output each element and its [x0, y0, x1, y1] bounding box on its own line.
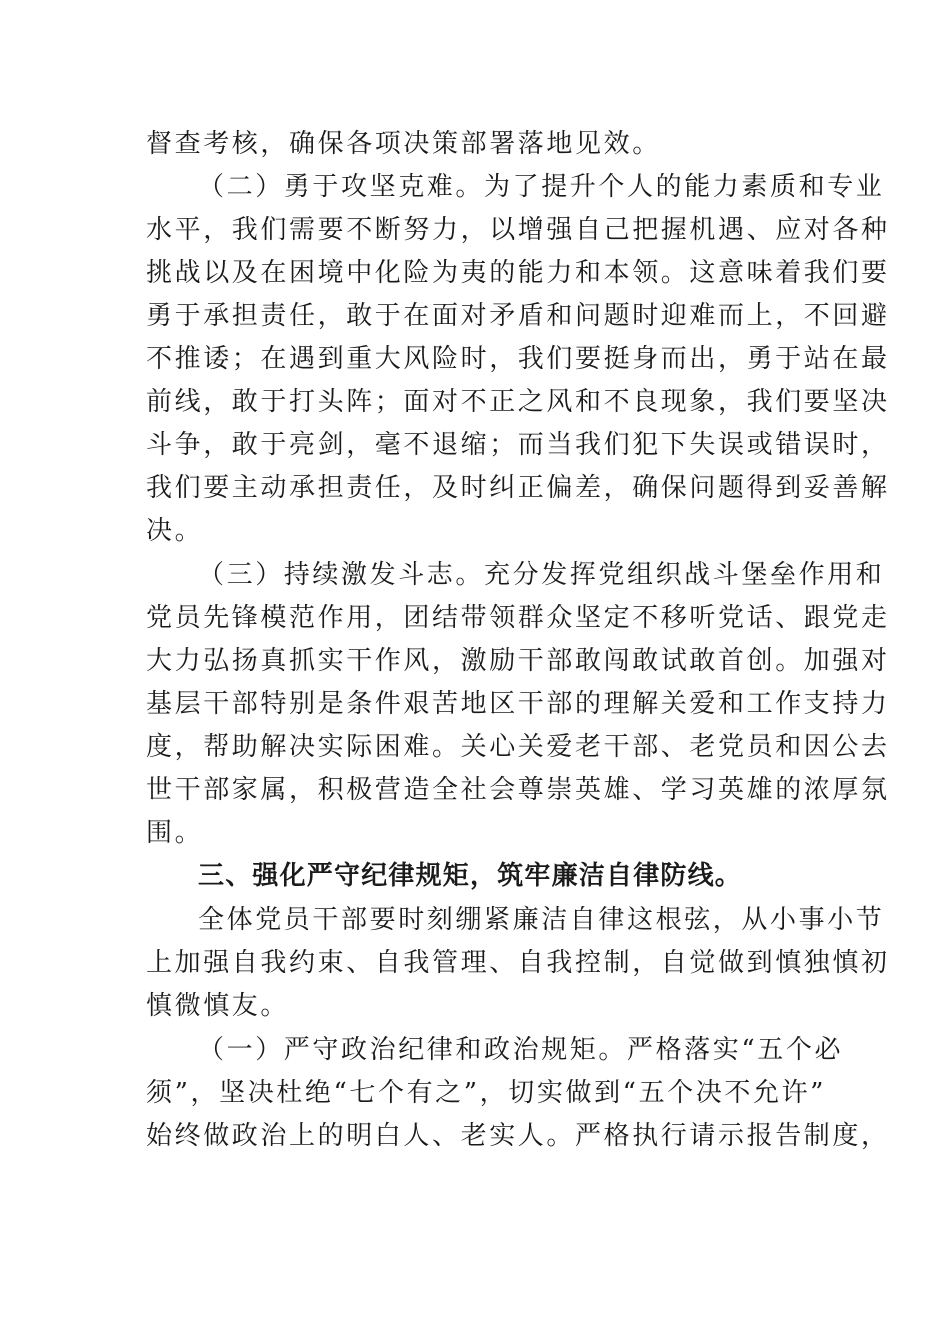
text-line: 水平，我们需要不断努力，以增强自己把握机遇、应对各种: [146, 215, 890, 245]
text-line: 勇于承担责任，敢于在面对矛盾和问题时迎难而上，不回避: [146, 301, 890, 331]
text-line: 基层干部特别是条件艰苦地区干部的理解关爱和工作支持力: [146, 689, 890, 719]
text-line: 不推诿；在遇到重大风险时，我们要挺身而出，勇于站在最: [146, 344, 890, 374]
text-line: 全体党员干部要时刻绷紧廉洁自律这根弦，从小事小节: [198, 905, 885, 935]
text-line: 慎微慎友。: [146, 991, 290, 1021]
paragraph-3-heading-line: （三）持续激发斗志。充分发挥党组织战斗堡垒作用和: [198, 560, 885, 590]
text-line: 决。: [146, 516, 204, 546]
subsection-heading-line: （一）严守政治纪律和政治规矩。严格落实“五个必: [198, 1035, 844, 1065]
text-line: 大力弘扬真抓实干作风，激励干部敢闯敢试敢首创。加强对: [146, 646, 890, 676]
paragraph-2-heading-line: （二）勇于攻坚克难。为了提升个人的能力素质和专业: [198, 172, 885, 202]
text-line: 挑战以及在困境中化险为夷的能力和本领。这意味着我们要: [146, 258, 890, 288]
section-heading: 三、强化严守纪律规矩，筑牢廉洁自律防线。: [198, 861, 743, 891]
text-line: 度，帮助解决实际困难。关心关爱老干部、老党员和因公去: [146, 732, 890, 762]
text-line: 我们要主动承担责任，及时纠正偏差，确保问题得到妥善解: [146, 473, 890, 503]
text-line: 前线，敢于打头阵；面对不正之风和不良现象，我们要坚决: [146, 387, 890, 417]
text-line: 党员先锋模范作用，团结带领群众坚定不移听党话、跟党走: [146, 603, 890, 633]
text-line: 世干部家属，积极营造全社会尊崇英雄、学习英雄的浓厚氛: [146, 775, 890, 805]
text-line: 斗争，敢于亮剑，毫不退缩；而当我们犯下失误或错误时，: [146, 430, 890, 460]
text-line: 始终做政治上的明白人、老实人。严格执行请示报告制度，: [146, 1121, 890, 1151]
text-line: 上加强自我约束、自我管理、自我控制，自觉做到慎独慎初: [146, 948, 890, 978]
text-line: 督查考核，确保各项决策部署落地见效。: [146, 129, 661, 159]
text-line: 围。: [146, 818, 204, 848]
text-line: 须”，坚决杜绝“七个有之”，切实做到“五个决不允许”: [146, 1078, 827, 1108]
